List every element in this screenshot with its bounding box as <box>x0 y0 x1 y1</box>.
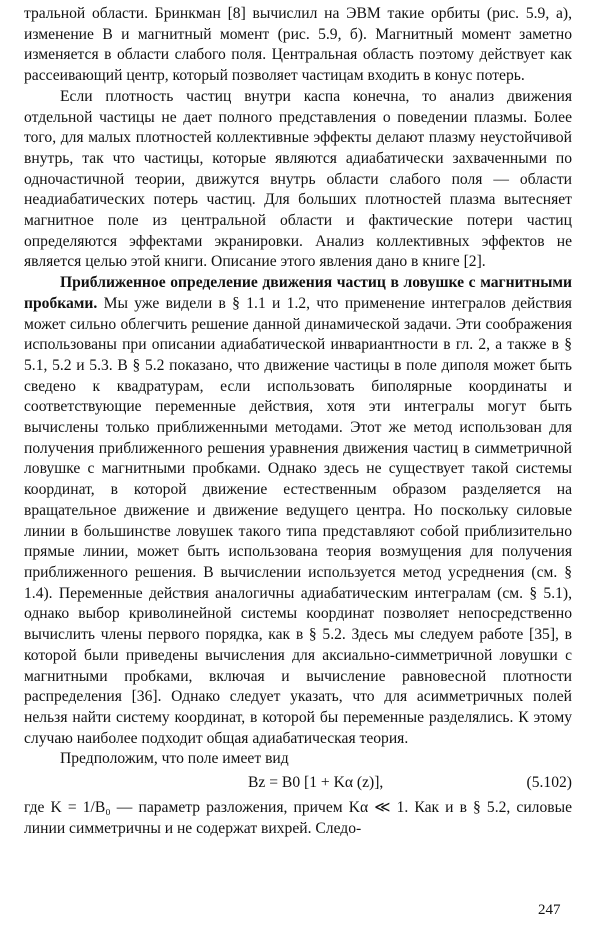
equation-number: (5.102) <box>526 774 572 792</box>
paragraph-2: Если плотность частиц внутри каспа конечна, то анализ движения отдельной частицы не дает полного представления о поведении плазмы. Более того, для малых плотностей коллективные эффекты делают плазму неустойчивой внутрь, так что частицы, которые являются адиабатически захваченными по одночастичной теории, движутся внутрь области слабого поля — области неадиабатических потерь частиц. Для больших плотностей плазма вытесняет магнитное поле из центральной области и фактические потери частиц определяются эффектами экранировки. Анализ коллективных эффектов не является целью этой книги. Описание этого явления дано в книге [2]. <box>24 87 572 271</box>
page-body <box>24 4 572 839</box>
runin-heading: Приближенное определение движения частиц в ловушке с магнитными пробками. <box>24 274 572 312</box>
page-number: 247 <box>538 902 561 918</box>
paragraph-1: тральной области. Бринкман [8] вычислил на ЭВМ такие орбиты (рис. 5.9, а), изменение B и магнитный момент (рис. 5.9, б). Магнитный момент заметно изменяется в области слабого поля. Центральная область поэтому действует как рассеивающий центр, который позволяет частицам входить в конус потерь. <box>24 5 572 85</box>
paragraph-3 <box>24 273 572 749</box>
paragraph-4: Предположим, что поле имеет вид <box>60 750 289 768</box>
paragraph-3-text: Мы уже видели в § 1.1 и 1.2, что применение интегралов действия может сильно облегчить решение данной динамической задачи. Эти соображения использованы при описании адиабатической инвариантности в гл. 2, а также в § 5.1, 5.2 и 5.3. В § 5.2 показано, что движение частицы в поле диполя может быть сведено к квадратурам, если использовать биполярные координаты и соответствующие переменные действия, хотя эти интегралы могут быть вычислены только приближенными методами. Этот же метод использован для получения приближенного решения уравнения движения частиц в симметричной ловушке с магнитными пробками. Однако здесь не существует такой системы координат, в которой движение естественным образом разделяется на вращательное движение и движение ведущего центра. Но поскольку силовые линии в большинстве ловушек такого типа представляют собой приблизительно прямые линии, может быть использована теория возмущения для получения приближенного решения. В вычислении используется метод усреднения (см. § 1.4). Переменные действия аналогичны адиабатическим интегралам (см. § 5.1), однако выбор криволинейной системы координат позволяет непосредственно вычислить члены первого порядка, как в § 5.2. Здесь мы следуем работе [35], в которой были приведены вычисления для аксиально-симметричной ловушки с магнитными пробками, включая и вычисление равновесной плотности распределения [36]. Однако следует указать, что для асимметричных полей нельзя найти систему координат, в которой бы переменные разделялись. К этому случаю наиболее подходит общая адиабатическая теория. <box>24 294 572 747</box>
equation-5-102 <box>24 773 572 794</box>
equation-formula: Bz = B0 [1 + Kα (z)], <box>248 774 384 792</box>
paragraph-5: где K = 1/B₀ — параметр разложения, причем Kα ≪ 1. Как и в § 5.2, силовые линии симметричны и не содержат вихрей. Следо- <box>24 799 572 837</box>
